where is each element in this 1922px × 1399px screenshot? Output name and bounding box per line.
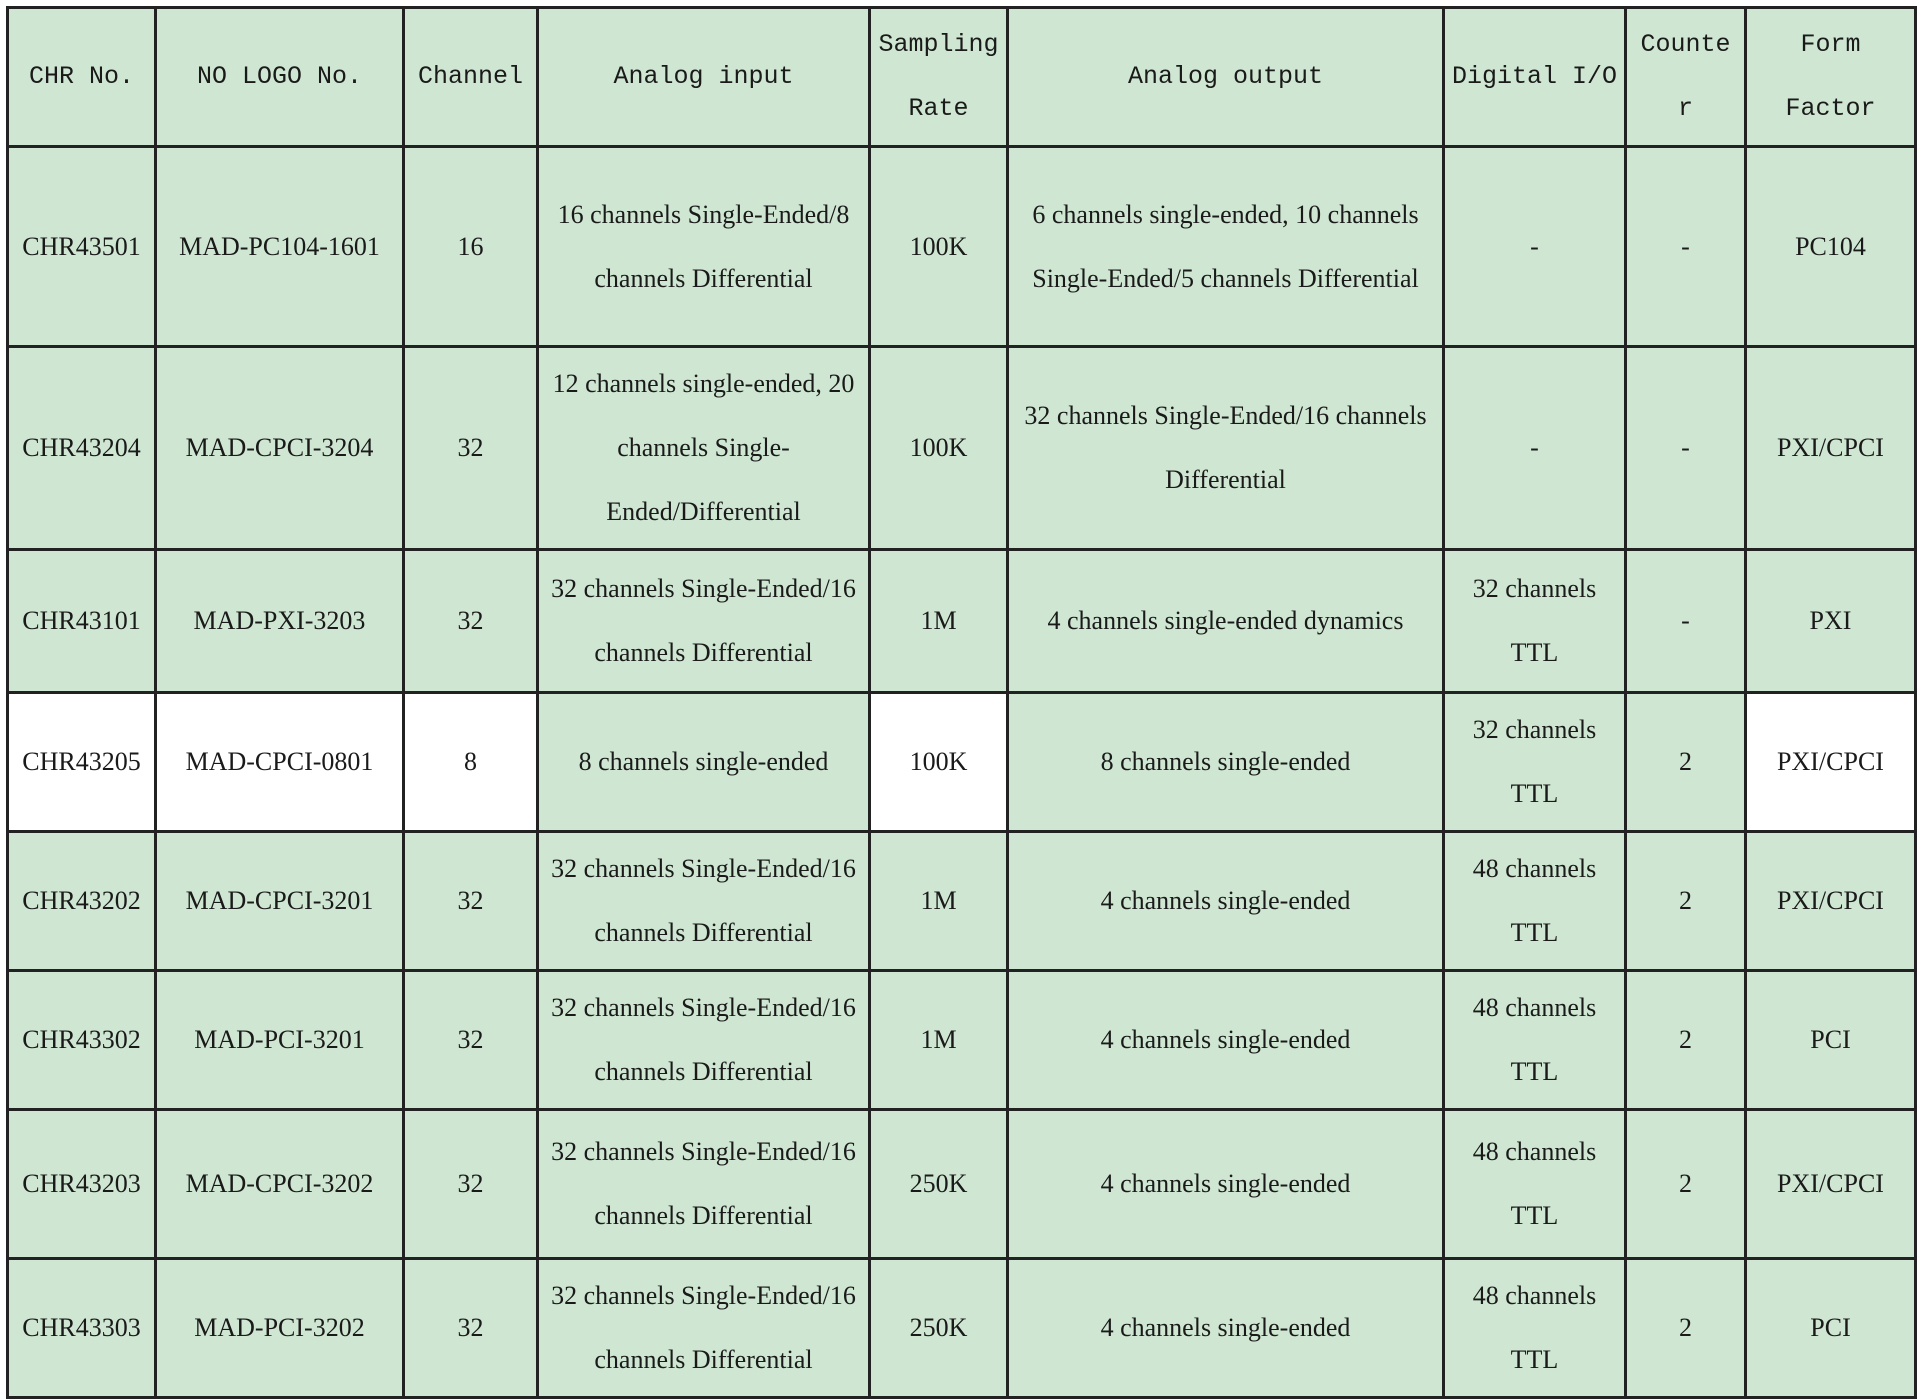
cell-sampling-rate: 1M [870,832,1008,971]
product-spec-table [6,6,1917,1399]
header-counter: Counter [1626,8,1746,147]
header-row [8,8,1916,147]
cell-channel: 32 [404,832,538,971]
table-row [8,832,1916,971]
header-sampling-rate: Sampling Rate [870,8,1008,147]
cell-sampling-rate: 250K [870,1259,1008,1398]
cell-analog-output: 4 channels single-ended [1008,971,1444,1110]
cell-analog-output: 32 channels Single-Ended/16 channels Differential [1008,347,1444,550]
cell-digital-io: 32 channels TTL [1444,550,1626,693]
cell-form-factor: PXI/CPCI [1746,1110,1916,1259]
cell-analog-input: 32 channels Single-Ended/16 channels Differential [538,971,870,1110]
cell-counter: - [1626,550,1746,693]
table-row [8,1259,1916,1398]
header-form-factor: Form Factor [1746,8,1916,147]
cell-counter: - [1626,347,1746,550]
cell-counter: 2 [1626,1259,1746,1398]
cell-form-factor: PC104 [1746,147,1916,347]
cell-analog-input: 12 channels single-ended, 20 channels Single-Ended/Differential [538,347,870,550]
header-digital-io: Digital I/O [1444,8,1626,147]
cell-chr-no: CHR43203 [8,1110,156,1259]
table-row [8,347,1916,550]
cell-form-factor: PXI/CPCI [1746,693,1916,832]
cell-sampling-rate: 1M [870,550,1008,693]
table-body [8,147,1916,1398]
cell-channel: 32 [404,550,538,693]
cell-digital-io: 48 channels TTL [1444,971,1626,1110]
cell-channel: 8 [404,693,538,832]
cell-analog-input: 32 channels Single-Ended/16 channels Differential [538,832,870,971]
cell-counter: 2 [1626,832,1746,971]
cell-digital-io: 48 channels TTL [1444,832,1626,971]
cell-no-logo-no: MAD-CPCI-0801 [156,693,404,832]
cell-analog-output: 4 channels single-ended [1008,1259,1444,1398]
cell-channel: 16 [404,147,538,347]
cell-counter: 2 [1626,1110,1746,1259]
cell-chr-no: CHR43302 [8,971,156,1110]
cell-channel: 32 [404,347,538,550]
table-row [8,147,1916,347]
cell-sampling-rate: 1M [870,971,1008,1110]
header-chr-no: CHR No. [8,8,156,147]
cell-sampling-rate: 250K [870,1110,1008,1259]
cell-analog-input: 32 channels Single-Ended/16 channels Differential [538,1110,870,1259]
cell-sampling-rate: 100K [870,347,1008,550]
cell-analog-output: 4 channels single-ended [1008,832,1444,971]
cell-form-factor: PXI/CPCI [1746,347,1916,550]
table-row [8,550,1916,693]
cell-form-factor: PCI [1746,1259,1916,1398]
cell-analog-output: 4 channels single-ended [1008,1110,1444,1259]
cell-digital-io: - [1444,347,1626,550]
cell-chr-no: CHR43204 [8,347,156,550]
cell-chr-no: CHR43205 [8,693,156,832]
cell-channel: 32 [404,1259,538,1398]
cell-analog-input: 32 channels Single-Ended/16 channels Differential [538,1259,870,1398]
cell-analog-output: 8 channels single-ended [1008,693,1444,832]
cell-counter: 2 [1626,971,1746,1110]
cell-form-factor: PXI [1746,550,1916,693]
cell-no-logo-no: MAD-CPCI-3204 [156,347,404,550]
cell-form-factor: PXI/CPCI [1746,832,1916,971]
table-row [8,693,1916,832]
cell-counter: - [1626,147,1746,347]
cell-chr-no: CHR43303 [8,1259,156,1398]
cell-analog-output: 4 channels single-ended dynamics [1008,550,1444,693]
cell-sampling-rate: 100K [870,693,1008,832]
cell-counter: 2 [1626,693,1746,832]
cell-no-logo-no: MAD-PCI-3202 [156,1259,404,1398]
cell-digital-io: 48 channels TTL [1444,1259,1626,1398]
table-row [8,971,1916,1110]
table-header [8,8,1916,147]
cell-form-factor: PCI [1746,971,1916,1110]
table-row [8,1110,1916,1259]
cell-analog-input: 16 channels Single-Ended/8 channels Differential [538,147,870,347]
header-no-logo-no: NO LOGO No. [156,8,404,147]
cell-analog-output: 6 channels single-ended, 10 channels Single-Ended/5 channels Differential [1008,147,1444,347]
cell-analog-input: 8 channels single-ended [538,693,870,832]
cell-no-logo-no: MAD-PXI-3203 [156,550,404,693]
cell-no-logo-no: MAD-PC104-1601 [156,147,404,347]
cell-analog-input: 32 channels Single-Ended/16 channels Differential [538,550,870,693]
cell-chr-no: CHR43501 [8,147,156,347]
header-channel: Channel [404,8,538,147]
cell-no-logo-no: MAD-PCI-3201 [156,971,404,1110]
cell-chr-no: CHR43202 [8,832,156,971]
cell-channel: 32 [404,1110,538,1259]
cell-no-logo-no: MAD-CPCI-3202 [156,1110,404,1259]
header-analog-output: Analog output [1008,8,1444,147]
cell-digital-io: 48 channels TTL [1444,1110,1626,1259]
cell-digital-io: - [1444,147,1626,347]
cell-no-logo-no: MAD-CPCI-3201 [156,832,404,971]
cell-digital-io: 32 channels TTL [1444,693,1626,832]
cell-channel: 32 [404,971,538,1110]
cell-chr-no: CHR43101 [8,550,156,693]
cell-sampling-rate: 100K [870,147,1008,347]
header-analog-input: Analog input [538,8,870,147]
